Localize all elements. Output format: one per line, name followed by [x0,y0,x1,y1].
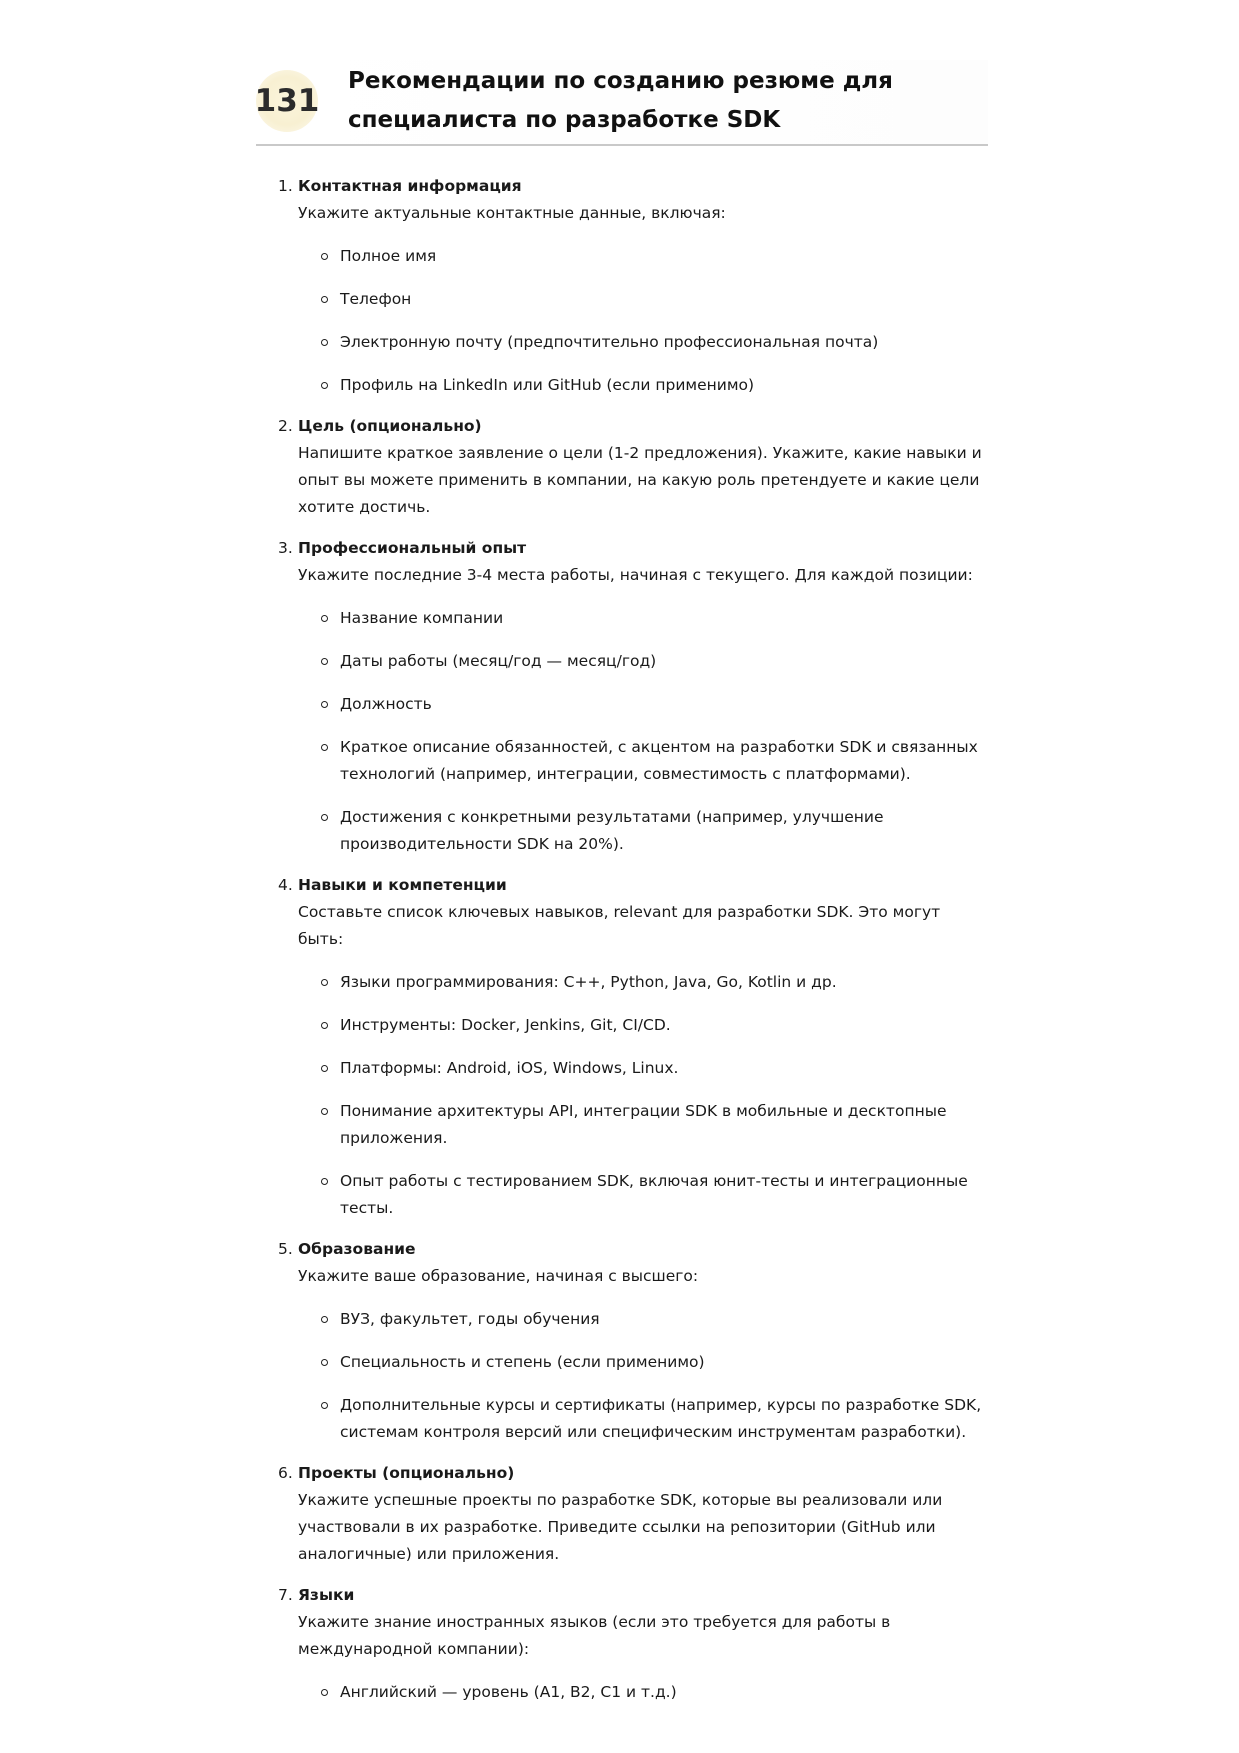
bullet-list [298,969,988,1222]
section-list [256,173,988,1706]
hollow-circle-bullet-icon [321,253,328,260]
section-item [256,872,988,1222]
hollow-circle-bullet-icon [321,814,328,821]
bullet-item [340,691,988,718]
section-item [256,535,988,858]
bullet-text: Языки программирования: C++, Python, Java, Go, Kotlin и др. [340,973,837,991]
bullet-item [340,1349,988,1376]
bullet-item [340,1168,988,1222]
section-number: 4. [278,876,293,894]
hollow-circle-bullet-icon [321,744,328,751]
bullet-item [340,1098,988,1152]
page-number-badge: 131 [256,70,318,132]
bullet-text: Даты работы (месяц/год — месяц/год) [340,652,657,670]
hollow-circle-bullet-icon [321,1178,328,1185]
bullet-text: Должность [340,695,432,713]
bullet-text: Краткое описание обязанностей, с акцентом на разработки SDK и связанных технологий (например, интеграции, совместимость с платформами). [340,738,978,783]
hollow-circle-bullet-icon [321,1359,328,1366]
section-title: Профессиональный опыт [298,539,527,557]
bullet-text: Профиль на LinkedIn или GitHub (если применимо) [340,376,755,394]
bullet-item [340,1012,988,1039]
section-description: Укажите актуальные контактные данные, включая: [298,204,726,222]
section-title: Контактная информация [298,177,522,195]
bullet-list [298,1306,988,1446]
bullet-text: Специальность и степень (если применимо) [340,1353,705,1371]
section-item [256,1582,988,1706]
section-description: Укажите знание иностранных языков (если это требуется для работы в международной компании): [298,1613,891,1658]
bullet-text: Опыт работы с тестированием SDK, включая юнит-тесты и интеграционные тесты. [340,1172,968,1217]
bullet-item [340,329,988,356]
bullet-text: Телефон [340,290,412,308]
bullet-text: Полное имя [340,247,437,265]
bullet-item [340,648,988,675]
section-title: Цель (опционально) [298,417,482,435]
page-title: Рекомендации по созданию резюме для специалиста по разработке SDK [348,68,893,133]
bullet-item [340,1055,988,1082]
bullet-item [340,734,988,788]
bullet-text: Достижения с конкретными результатами (например, улучшение производительности SDK на 20%). [340,808,884,853]
section-number: 7. [278,1586,293,1604]
bullet-text: Английский — уровень (A1, B2, C1 и т.д.) [340,1683,677,1701]
bullet-text: Платформы: Android, iOS, Windows, Linux. [340,1059,679,1077]
hollow-circle-bullet-icon [321,615,328,622]
hollow-circle-bullet-icon [321,701,328,708]
section-number: 3. [278,539,293,557]
section-number: 2. [278,417,293,435]
hollow-circle-bullet-icon [321,1065,328,1072]
bullet-item [340,243,988,270]
bullet-text: Инструменты: Docker, Jenkins, Git, CI/CD. [340,1016,671,1034]
hollow-circle-bullet-icon [321,979,328,986]
document-page [256,60,988,1720]
hollow-circle-bullet-icon [321,382,328,389]
section-description: Составьте список ключевых навыков, relevant для разработки SDK. Это могут быть: [298,903,941,948]
document-content [256,173,988,1706]
section-description: Укажите успешные проекты по разработке SDK, которые вы реализовали или участвовали в их разработке. Приведите ссылки на репозитории (GitHub или аналогичные) или приложения. [298,1491,943,1563]
section-item [256,413,988,521]
section-description: Укажите последние 3-4 места работы, начиная с текущего. Для каждой позиции: [298,566,973,584]
hollow-circle-bullet-icon [321,339,328,346]
bullet-item [340,969,988,996]
hollow-circle-bullet-icon [321,1402,328,1409]
hollow-circle-bullet-icon [321,658,328,665]
section-title: Навыки и компетенции [298,876,507,894]
hollow-circle-bullet-icon [321,1108,328,1115]
hollow-circle-bullet-icon [321,296,328,303]
hollow-circle-bullet-icon [321,1316,328,1323]
hollow-circle-bullet-icon [321,1022,328,1029]
bullet-list [298,605,988,858]
section-item [256,1236,988,1446]
bullet-item [340,605,988,632]
bullet-text: Понимание архитектуры API, интеграции SDK в мобильные и десктопные приложения. [340,1102,947,1147]
bullet-item [340,286,988,313]
section-description: Напишите краткое заявление о цели (1-2 предложения). Укажите, какие навыки и опыт вы можете применить в компании, на какую роль претендуете и какие цели хотите достичь. [298,444,982,516]
bullet-item [340,372,988,399]
hollow-circle-bullet-icon [321,1689,328,1696]
section-item [256,1460,988,1568]
section-number: 1. [278,177,293,195]
section-number: 5. [278,1240,293,1258]
section-description: Укажите ваше образование, начиная с высшего: [298,1267,699,1285]
bullet-item [340,1392,988,1446]
bullet-item [340,1306,988,1333]
section-item [256,173,988,399]
bullet-text: Дополнительные курсы и сертификаты (например, курсы по разработке SDK, системам контроля версий или специфическим инструментам разработки). [340,1396,982,1441]
bullet-list [298,243,988,399]
section-title: Языки [298,1586,355,1604]
section-number: 6. [278,1464,293,1482]
section-title: Проекты (опционально) [298,1464,515,1482]
bullet-text: Название компании [340,609,504,627]
section-title: Образование [298,1240,416,1258]
bullet-text: Электронную почту (предпочтительно профессиональная почта) [340,333,879,351]
bullet-list [298,1679,988,1706]
bullet-text: ВУЗ, факультет, годы обучения [340,1310,600,1328]
page-header [256,60,988,146]
bullet-item [340,804,988,858]
bullet-item [340,1679,988,1706]
